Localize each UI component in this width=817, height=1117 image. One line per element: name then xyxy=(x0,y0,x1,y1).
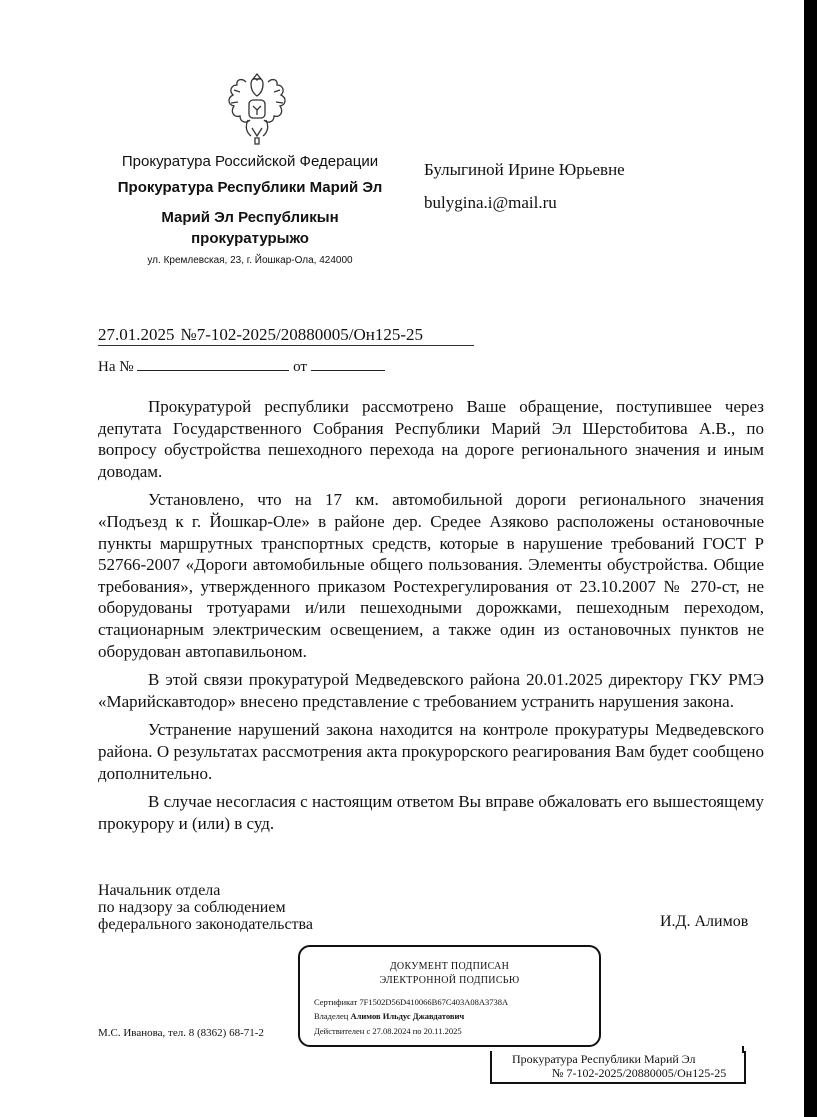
na-label: На № xyxy=(98,359,134,375)
body-paragraph-1: Прокуратурой республики рассмотрено Ваше обращение, поступившее через депутата Государственного Собрания Республики Марий Эл Шерстобитова А.В., по вопросу обустройства пешеходного перехода на дороге регионального значения и иным доводам. xyxy=(98,397,764,481)
header-line-2: Прокуратура Республики Марий Эл xyxy=(117,179,383,196)
ot-label: от xyxy=(293,359,307,375)
stamp-valid-label: Действителен xyxy=(314,1026,365,1036)
letter-body xyxy=(98,396,764,841)
stamp-cert-value: 7F1502D56D410066B67C403A08A3738A xyxy=(359,997,509,1007)
registration-box-line-1: Прокуратура Республики Марий Эл xyxy=(512,1052,696,1066)
signature-block xyxy=(98,882,313,933)
header-line-3a: Марий Эл Республикын xyxy=(161,209,339,226)
executor-contact: М.С. Иванова, тел. 8 (8362) 68-71-2 xyxy=(98,1027,264,1039)
header-address: ул. Кремлевская, 23, г. Йошкар-Ола, 424000 xyxy=(147,255,353,266)
stamp-title-2: ЭЛЕКТРОННОЙ ПОДПИСЬЮ xyxy=(379,975,520,986)
signer-name: И.Д. Алимов xyxy=(660,913,749,930)
stamp-owner-value: Алимов Ильдус Джавдатович xyxy=(350,1011,465,1021)
stamp-valid-value: с 27.08.2024 по 20.11.2025 xyxy=(366,1026,462,1036)
double-headed-eagle-emblem-icon xyxy=(222,68,292,146)
stamp-certificate xyxy=(314,997,508,1007)
header-line-3b: прокуратурыжо xyxy=(191,230,309,247)
registration-box-line-2: № 7-102-2025/20880005/Он125-25 xyxy=(552,1066,727,1080)
addressee-email: bulygina.i@mail.ru xyxy=(424,193,557,212)
addressee-name: Булыгиной Ирине Юрьевне xyxy=(424,160,625,179)
body-paragraph-3: В этой связи прокуратурой Медведевского района 20.01.2025 директору ГКУ РМЭ «Марийскавтодор» внесено представление с требованием устранить нарушения закона. xyxy=(98,670,764,711)
body-paragraph-5: В случае несогласия с настоящим ответом Вы вправе обжаловать его вышестоящему прокурору и (или) в суд. xyxy=(98,792,764,833)
ot-blank xyxy=(311,356,385,371)
registration-line xyxy=(98,325,474,346)
stamp-owner-label: Владелец xyxy=(314,1011,349,1021)
signature-line-1: Начальник отдела xyxy=(98,882,221,899)
registration-number: №7-102-2025/20880005/Он125-25 xyxy=(180,325,424,344)
stamp-cert-label: Сертификат xyxy=(314,997,358,1007)
registration-date: 27.01.2025 xyxy=(98,325,175,344)
stamp-owner xyxy=(314,1011,464,1021)
body-paragraph-2: Установлено, что на 17 км. автомобильной дороги регионального значения «Подъезд к г. Йошкар-Оле» в районе дер. Средее Азяково расположены остановочные пункты маршрутных транспортных средств, которые в нарушение требований ГОСТ Р 52766-2007 «Дороги автомобильные общего пользования. Элементы обустройства. Общие требования», утвержденного приказом Ростехрегулирования от 23.10.2007 № 270-ст, не оборудованы тротуарами и/или пешеходными дорожками, пешеходным переходом, стационарным электрическим освещением, а также один из остановочных пунктов не оборудован автопавильоном. xyxy=(98,490,764,661)
stamp-title-1: ДОКУМЕНТ ПОДПИСАН xyxy=(389,961,510,972)
registration-box xyxy=(490,1051,746,1084)
scan-edge xyxy=(804,0,817,1117)
body-paragraph-4: Устранение нарушений закона находится на контроле прокуратуры Медведевского района. О результатах рассмотрения акта прокурорского реагирования Вам будет сообщено дополнительно. xyxy=(98,720,764,783)
electronic-signature-stamp xyxy=(298,945,601,1047)
na-blank xyxy=(137,356,289,371)
reference-line xyxy=(98,356,385,376)
header-line-1: Прокуратура Российской Федерации xyxy=(121,153,379,170)
signature-line-3: федерального законодательства xyxy=(98,916,313,933)
signature-line-2: по надзору за соблюдением xyxy=(98,899,286,916)
header-line-3 xyxy=(100,207,400,249)
stamp-validity xyxy=(314,1026,462,1036)
